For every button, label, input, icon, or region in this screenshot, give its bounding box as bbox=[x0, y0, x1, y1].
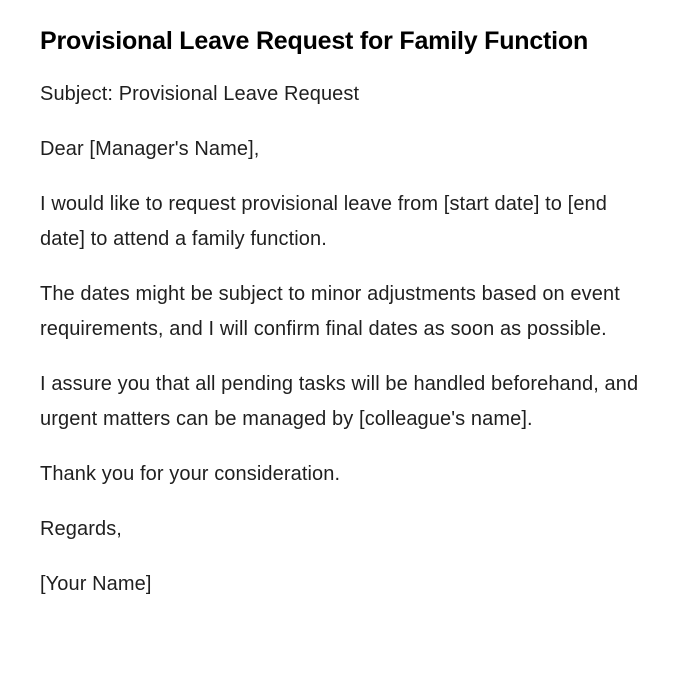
letter-signature: [Your Name] bbox=[40, 573, 152, 595]
letter-closing: Regards, bbox=[40, 518, 122, 540]
letter-body-paragraph-2: The dates might be subject to minor adjustments based on event requirements, and I will confirm final dates as soon as possible. bbox=[40, 283, 620, 340]
letter-salutation: Dear [Manager's Name], bbox=[40, 138, 260, 160]
letter-title: Provisional Leave Request for Family Function bbox=[40, 27, 589, 55]
letter-body-paragraph-3: I assure you that all pending tasks will be handled beforehand, and urgent matters can be managed by [colleague's name]. bbox=[40, 373, 639, 430]
letter-body-paragraph-1: I would like to request provisional leave from [start date] to [end date] to attend a family function. bbox=[40, 193, 607, 250]
letter-body-paragraph-4: Thank you for your consideration. bbox=[40, 463, 341, 485]
letter-subject: Subject: Provisional Leave Request bbox=[40, 83, 360, 105]
